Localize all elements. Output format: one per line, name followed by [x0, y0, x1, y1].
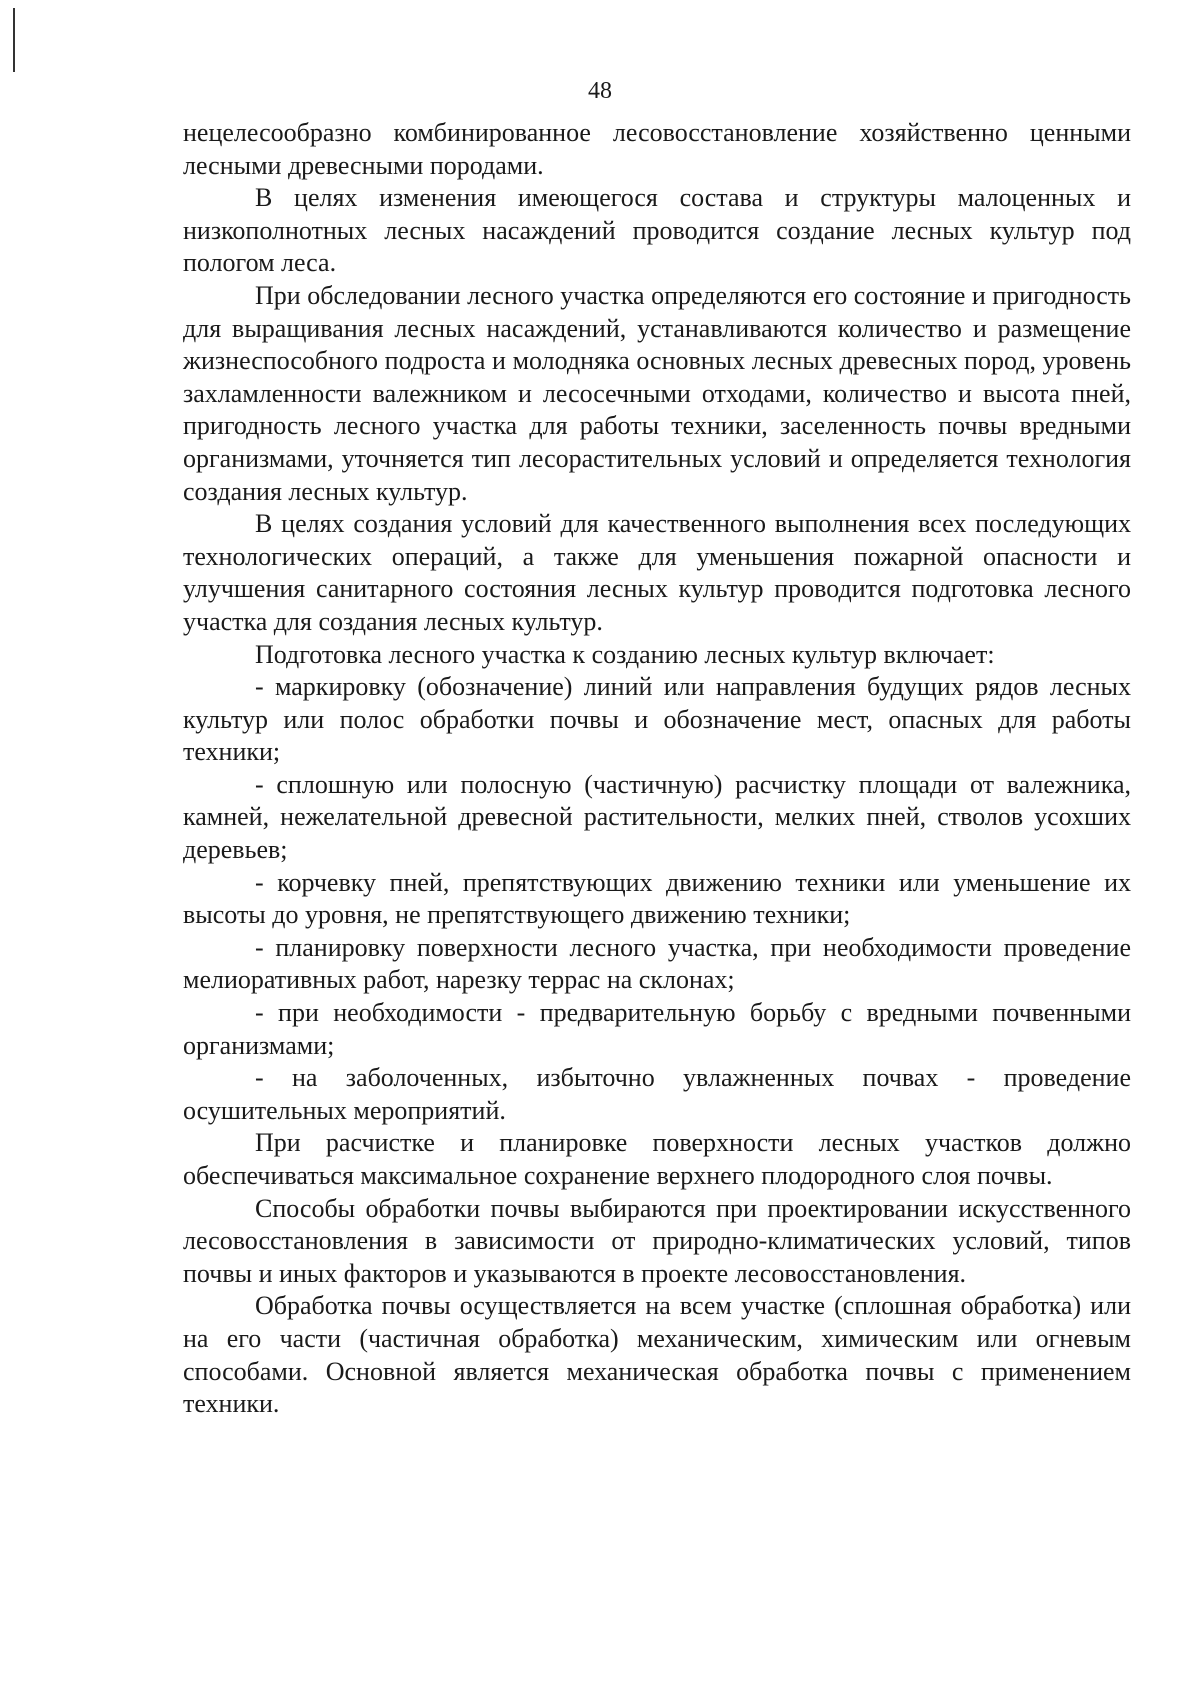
paragraph-site-preparation-purpose: В целях создания условий для качественного выполнения всех последующих технологических операций, а также для уменьшения пожарной опасности и улучшения санитарного состояния лесных культур проводится подготовка лесного участка для создания лесных культур. — [183, 509, 1131, 636]
list-item-stump-removal: - корчевку пней, препятствующих движению техники или уменьшение их высоты до уровня, не препятствующего движению техники; — [183, 867, 1131, 930]
paragraph-topsoil-preservation: При расчистке и планировке поверхности лесных участков должно обеспечиваться максимальное сохранение верхнего плодородного слоя почвы. — [183, 1128, 1131, 1190]
paragraph-site-survey: При обследовании лесного участка определяются его состояние и пригодность для выращивания лесных насаждений, устанавливаются количество и размещение жизнеспособного подроста и молодняка основных лесных древесных пород, уровень захламленности валежником и лесосечными отходами, количество и высота пней, пригодность лесного участка для работы техники, заселенность почвы вредными организмами, уточняется тип лесорастительных условий и определяется технология создания лесных культур. — [183, 280, 1131, 506]
page-number: 48 — [588, 78, 612, 104]
list-item-leveling: - планировку поверхности лесного участка, при необходимости проведение мелиоративных работ, нарезку террас на склонах; — [183, 932, 1131, 995]
list-item-drainage: - на заболоченных, избыточно увлажненных почвах - проведение осушительных мероприятий. — [183, 1063, 1131, 1125]
scan-edge-mark — [13, 8, 15, 72]
list-item-pest-control: - при необходимости - предварительную борьбу с вредными почвенными организмами; — [183, 998, 1131, 1060]
paragraph-tillage-methods: Способы обработки почвы выбираются при проектировании искусственного лесовосстановления в зависимости от природно-климатических условий, типов почвы и иных факторов и указываются в проекте лесовосстановления. — [183, 1193, 1131, 1288]
paragraph-preparation-includes: Подготовка лесного участка к созданию лесных культур включает: — [255, 639, 995, 669]
paragraph-tillage-types: Обработка почвы осуществляется на всем участке (сплошная обработка) или на его части (частичная обработка) механическим, химическим или огневым способами. Основной является механическая обработка почвы с применением техники. — [183, 1291, 1131, 1419]
list-item-clearing: - сплошную или полосную (частичную) расчистку площади от валежника, камней, нежелательной древесной растительности, мелких пней, стволов усохших деревьев; — [183, 769, 1131, 865]
document-body — [183, 117, 1131, 1421]
paragraph-continuation: нецелесообразно комбинированное лесовосстановление хозяйственно ценными лесными древесными породами. — [183, 118, 1131, 180]
list-item-marking: - маркировку (обозначение) линий или направления будущих рядов лесных культур или полос обработки почвы и обозначение мест, опасных для работы техники; — [183, 672, 1131, 767]
paragraph-composition-change: В целях изменения имеющегося состава и структуры малоценных и низкополнотных лесных насаждений проводится создание лесных культур под пологом леса. — [183, 183, 1131, 278]
